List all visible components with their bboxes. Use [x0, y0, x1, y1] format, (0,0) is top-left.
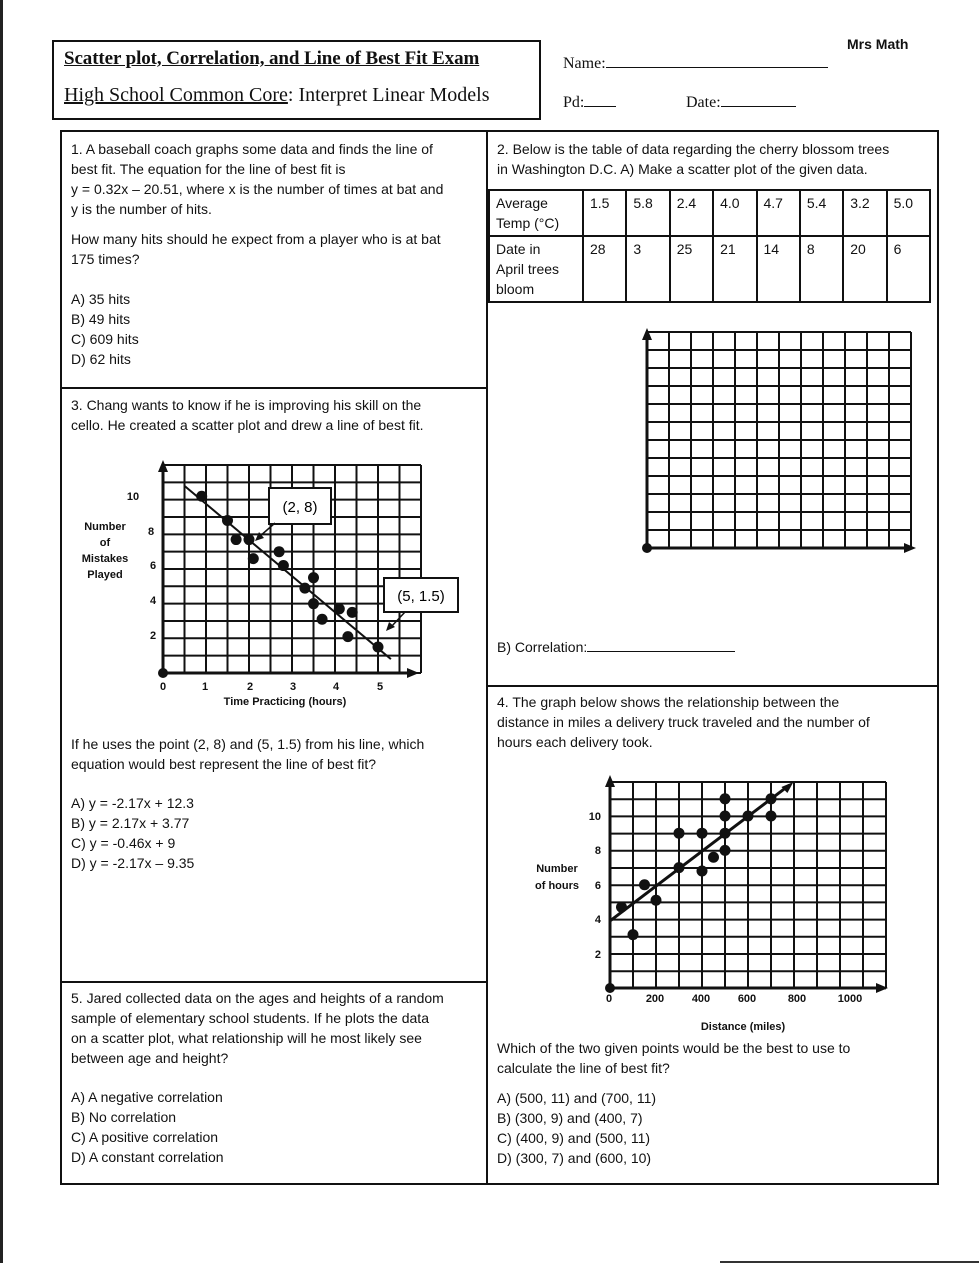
q4-x-axis-label: Distance (miles) — [700, 1021, 786, 1033]
q1-question: How many hits should he expect from a player who is at bat — [71, 231, 441, 247]
table-cell: 3 — [626, 236, 669, 302]
q5-option-d[interactable]: D) A constant correlation — [71, 1149, 224, 1165]
cherry-blossom-table — [488, 189, 931, 303]
svg-text:600: 600 — [737, 993, 757, 1005]
q4-question: calculate the line of best fit? — [497, 1060, 670, 1076]
data-point — [766, 811, 777, 822]
table-row-temp — [489, 190, 930, 236]
exam-subtitle — [64, 84, 489, 107]
question-3-prompt — [71, 734, 481, 873]
q4-scatter-plot — [520, 768, 900, 1038]
data-point — [720, 793, 731, 804]
table-cell: 5.0 — [887, 190, 930, 236]
svg-text:2: 2 — [149, 630, 157, 642]
data-point — [708, 852, 719, 863]
correlation-field[interactable] — [497, 637, 735, 657]
data-point — [248, 553, 259, 564]
table-cell: 2.4 — [670, 190, 713, 236]
table-cell: 6 — [887, 236, 930, 302]
table-cell: 4.7 — [757, 190, 800, 236]
q1-question: 175 times? — [71, 251, 140, 267]
q4-option-b[interactable]: B) (300, 9) and (400, 7) — [497, 1110, 643, 1126]
y-axis-arrow-icon — [642, 328, 652, 340]
q5-line: between age and height? — [71, 1050, 229, 1066]
data-point — [373, 642, 384, 653]
data-point — [317, 614, 328, 625]
data-point — [743, 811, 754, 822]
row-divider-q1-q3 — [60, 387, 487, 389]
q3-question: If he uses the point (2, 8) and (5, 1.5) from his line, which — [71, 736, 425, 752]
data-point — [766, 793, 777, 804]
table-cell: 28 — [583, 236, 626, 302]
q3-option-b[interactable]: B) y = 2.17x + 3.77 — [71, 815, 190, 831]
name-field[interactable] — [563, 53, 828, 73]
date-label: Date: — [686, 94, 721, 111]
q4-option-a[interactable]: A) (500, 11) and (700, 11) — [497, 1090, 657, 1106]
data-point — [334, 603, 345, 614]
svg-text:6: 6 — [149, 560, 157, 572]
data-point — [278, 560, 289, 571]
svg-text:6: 6 — [594, 880, 601, 892]
data-point — [628, 929, 639, 940]
date-blank[interactable] — [721, 92, 796, 107]
question-1 — [71, 139, 481, 369]
data-point — [196, 491, 207, 502]
table-cell: 21 — [713, 236, 756, 302]
origin-dot-icon — [642, 543, 652, 553]
table-cell: 20 — [843, 236, 886, 302]
q3-option-a[interactable]: A) y = -2.17x + 12.3 — [71, 795, 194, 811]
q3-x-axis-label: Time Practicing (hours) — [223, 696, 347, 708]
question-3 — [71, 395, 481, 435]
name-blank[interactable] — [606, 53, 828, 68]
q3-question: equation would best represent the line of best fit? — [71, 756, 377, 772]
data-point — [674, 828, 685, 839]
q1-line: y = 0.32x – 20.51, where x is the number of times at bat and — [71, 181, 444, 197]
data-point — [674, 862, 685, 873]
q1-line: best fit. The equation for the line of best fit is — [71, 161, 346, 177]
data-point — [222, 515, 233, 526]
svg-text:4: 4 — [594, 914, 601, 926]
data-point — [697, 828, 708, 839]
q5-line: 5. Jared collected data on the ages and heights of a random — [71, 990, 444, 1006]
q3-options — [71, 793, 481, 873]
svg-text:Number: Number — [84, 521, 126, 533]
q5-line: sample of elementary school students. If he plots the data — [71, 1010, 429, 1026]
q5-option-c[interactable]: C) A positive correlation — [71, 1129, 219, 1145]
q3-option-c[interactable]: C) y = -0.46x + 9 — [71, 835, 176, 851]
q5-options — [71, 1087, 481, 1167]
data-point — [720, 828, 731, 839]
q4-option-c[interactable]: C) (400, 9) and (500, 11) — [497, 1130, 651, 1146]
exam-title: Scatter plot, Correlation, and Line of Best Fit Exam — [64, 48, 480, 69]
author-label: Mrs Math — [847, 36, 909, 52]
q4-question: Which of the two given points would be the best to use to — [497, 1040, 851, 1056]
question-2 — [497, 139, 932, 179]
data-point — [720, 811, 731, 822]
correlation-label: B) Correlation: — [497, 639, 588, 655]
svg-text:2: 2 — [594, 949, 601, 961]
svg-text:Mistakes: Mistakes — [81, 553, 129, 565]
data-point — [720, 845, 731, 856]
page-edge — [0, 0, 3, 1263]
svg-text:1000: 1000 — [837, 993, 863, 1005]
data-point — [299, 583, 310, 594]
svg-text:2: 2 — [246, 681, 254, 693]
data-point — [697, 866, 708, 877]
q1-option-b[interactable]: B) 49 hits — [71, 311, 131, 327]
data-point — [231, 534, 242, 545]
data-point — [347, 607, 358, 618]
q4-options — [497, 1088, 932, 1168]
svg-text:0: 0 — [159, 681, 167, 693]
x-axis-arrow-icon — [407, 668, 419, 678]
svg-text:10: 10 — [126, 491, 140, 503]
table-row-date — [489, 236, 930, 302]
svg-text:800: 800 — [787, 993, 807, 1005]
data-point — [244, 534, 255, 545]
q1-line: 1. A baseball coach graphs some data and finds the line of — [71, 141, 433, 157]
svg-text:8: 8 — [594, 845, 601, 857]
svg-text:4: 4 — [332, 681, 340, 693]
data-point — [651, 895, 662, 906]
period-label: Pd: — [563, 94, 585, 111]
annotation-2-8: (2, 8) — [282, 499, 318, 516]
q5-option-b[interactable]: B) No correlation — [71, 1109, 177, 1125]
table-cell: 5.8 — [626, 190, 669, 236]
svg-text:0: 0 — [605, 993, 613, 1005]
svg-text:of hours: of hours — [535, 880, 579, 892]
svg-text:3: 3 — [289, 681, 297, 693]
name-label: Name: — [563, 55, 606, 72]
title-box — [52, 40, 541, 120]
subtitle-topic: : Interpret Linear Models — [287, 84, 490, 106]
question-5 — [71, 988, 481, 1167]
question-4 — [497, 692, 932, 752]
svg-text:200: 200 — [645, 993, 665, 1005]
svg-text:1: 1 — [201, 681, 209, 693]
q1-option-a[interactable]: A) 35 hits — [71, 291, 131, 307]
svg-text:Played: Played — [87, 569, 123, 581]
table-cell: 3.2 — [843, 190, 886, 236]
q4-option-d[interactable]: D) (300, 7) and (600, 10) — [497, 1150, 652, 1166]
table-cell: 1.5 — [583, 190, 626, 236]
table-cell: 25 — [670, 236, 713, 302]
svg-text:5: 5 — [376, 681, 384, 693]
row-header-date: Date in April trees bloom — [489, 236, 583, 302]
row-divider-q3-q5 — [60, 981, 487, 983]
q1-line: y is the number of hits. — [71, 201, 212, 217]
data-point — [616, 902, 627, 913]
table-cell: 4.0 — [713, 190, 756, 236]
svg-text:8: 8 — [147, 526, 155, 538]
question-4-prompt — [497, 1038, 932, 1168]
svg-text:400: 400 — [691, 993, 711, 1005]
q3-option-d[interactable]: D) y = -2.17x – 9.35 — [71, 855, 195, 871]
q5-line: on a scatter plot, what relationship will he most likely see — [71, 1030, 422, 1046]
data-point — [274, 546, 285, 557]
q3-line: 3. Chang wants to know if he is improving his skill on the — [71, 397, 422, 413]
table-cell: 8 — [800, 236, 843, 302]
q1-option-d[interactable]: D) 62 hits — [71, 351, 131, 367]
subtitle-standard: High School Common Core — [64, 84, 288, 106]
svg-text:4: 4 — [149, 595, 157, 607]
data-point — [639, 879, 650, 890]
period-field[interactable] — [563, 92, 616, 112]
q2-line: in Washington D.C. A) Make a scatter plot of the given data. — [497, 161, 868, 177]
q4-line: distance in miles a delivery truck traveled and the number of — [497, 714, 870, 730]
q2-line: 2. Below is the table of data regarding the cherry blossom trees — [497, 141, 890, 157]
q5-option-a[interactable]: A) A negative correlation — [71, 1089, 223, 1105]
svg-text:Number: Number — [536, 863, 578, 875]
annotation-5-1.5: (5, 1.5) — [397, 588, 445, 605]
data-point — [308, 572, 319, 583]
q3-scatter-plot — [75, 455, 475, 715]
data-point — [308, 598, 319, 609]
q1-options — [71, 289, 481, 369]
date-field[interactable] — [686, 92, 796, 112]
row-divider-q2-q4 — [487, 685, 939, 687]
svg-text:of: of — [99, 537, 111, 549]
blank-scatter-grid[interactable] — [636, 326, 918, 556]
table-cell: 5.4 — [800, 190, 843, 236]
q3-line: cello. He created a scatter plot and drew a line of best fit. — [71, 417, 424, 433]
period-blank[interactable] — [584, 92, 616, 107]
q1-option-c[interactable]: C) 609 hits — [71, 331, 139, 347]
table-cell: 14 — [757, 236, 800, 302]
svg-text:10: 10 — [588, 811, 601, 823]
q4-line: 4. The graph below shows the relationship between the — [497, 694, 840, 710]
row-header-temp: Average Temp (°C) — [489, 190, 583, 236]
data-point — [342, 631, 353, 642]
correlation-blank[interactable] — [587, 637, 735, 652]
q4-line: hours each delivery took. — [497, 734, 653, 750]
